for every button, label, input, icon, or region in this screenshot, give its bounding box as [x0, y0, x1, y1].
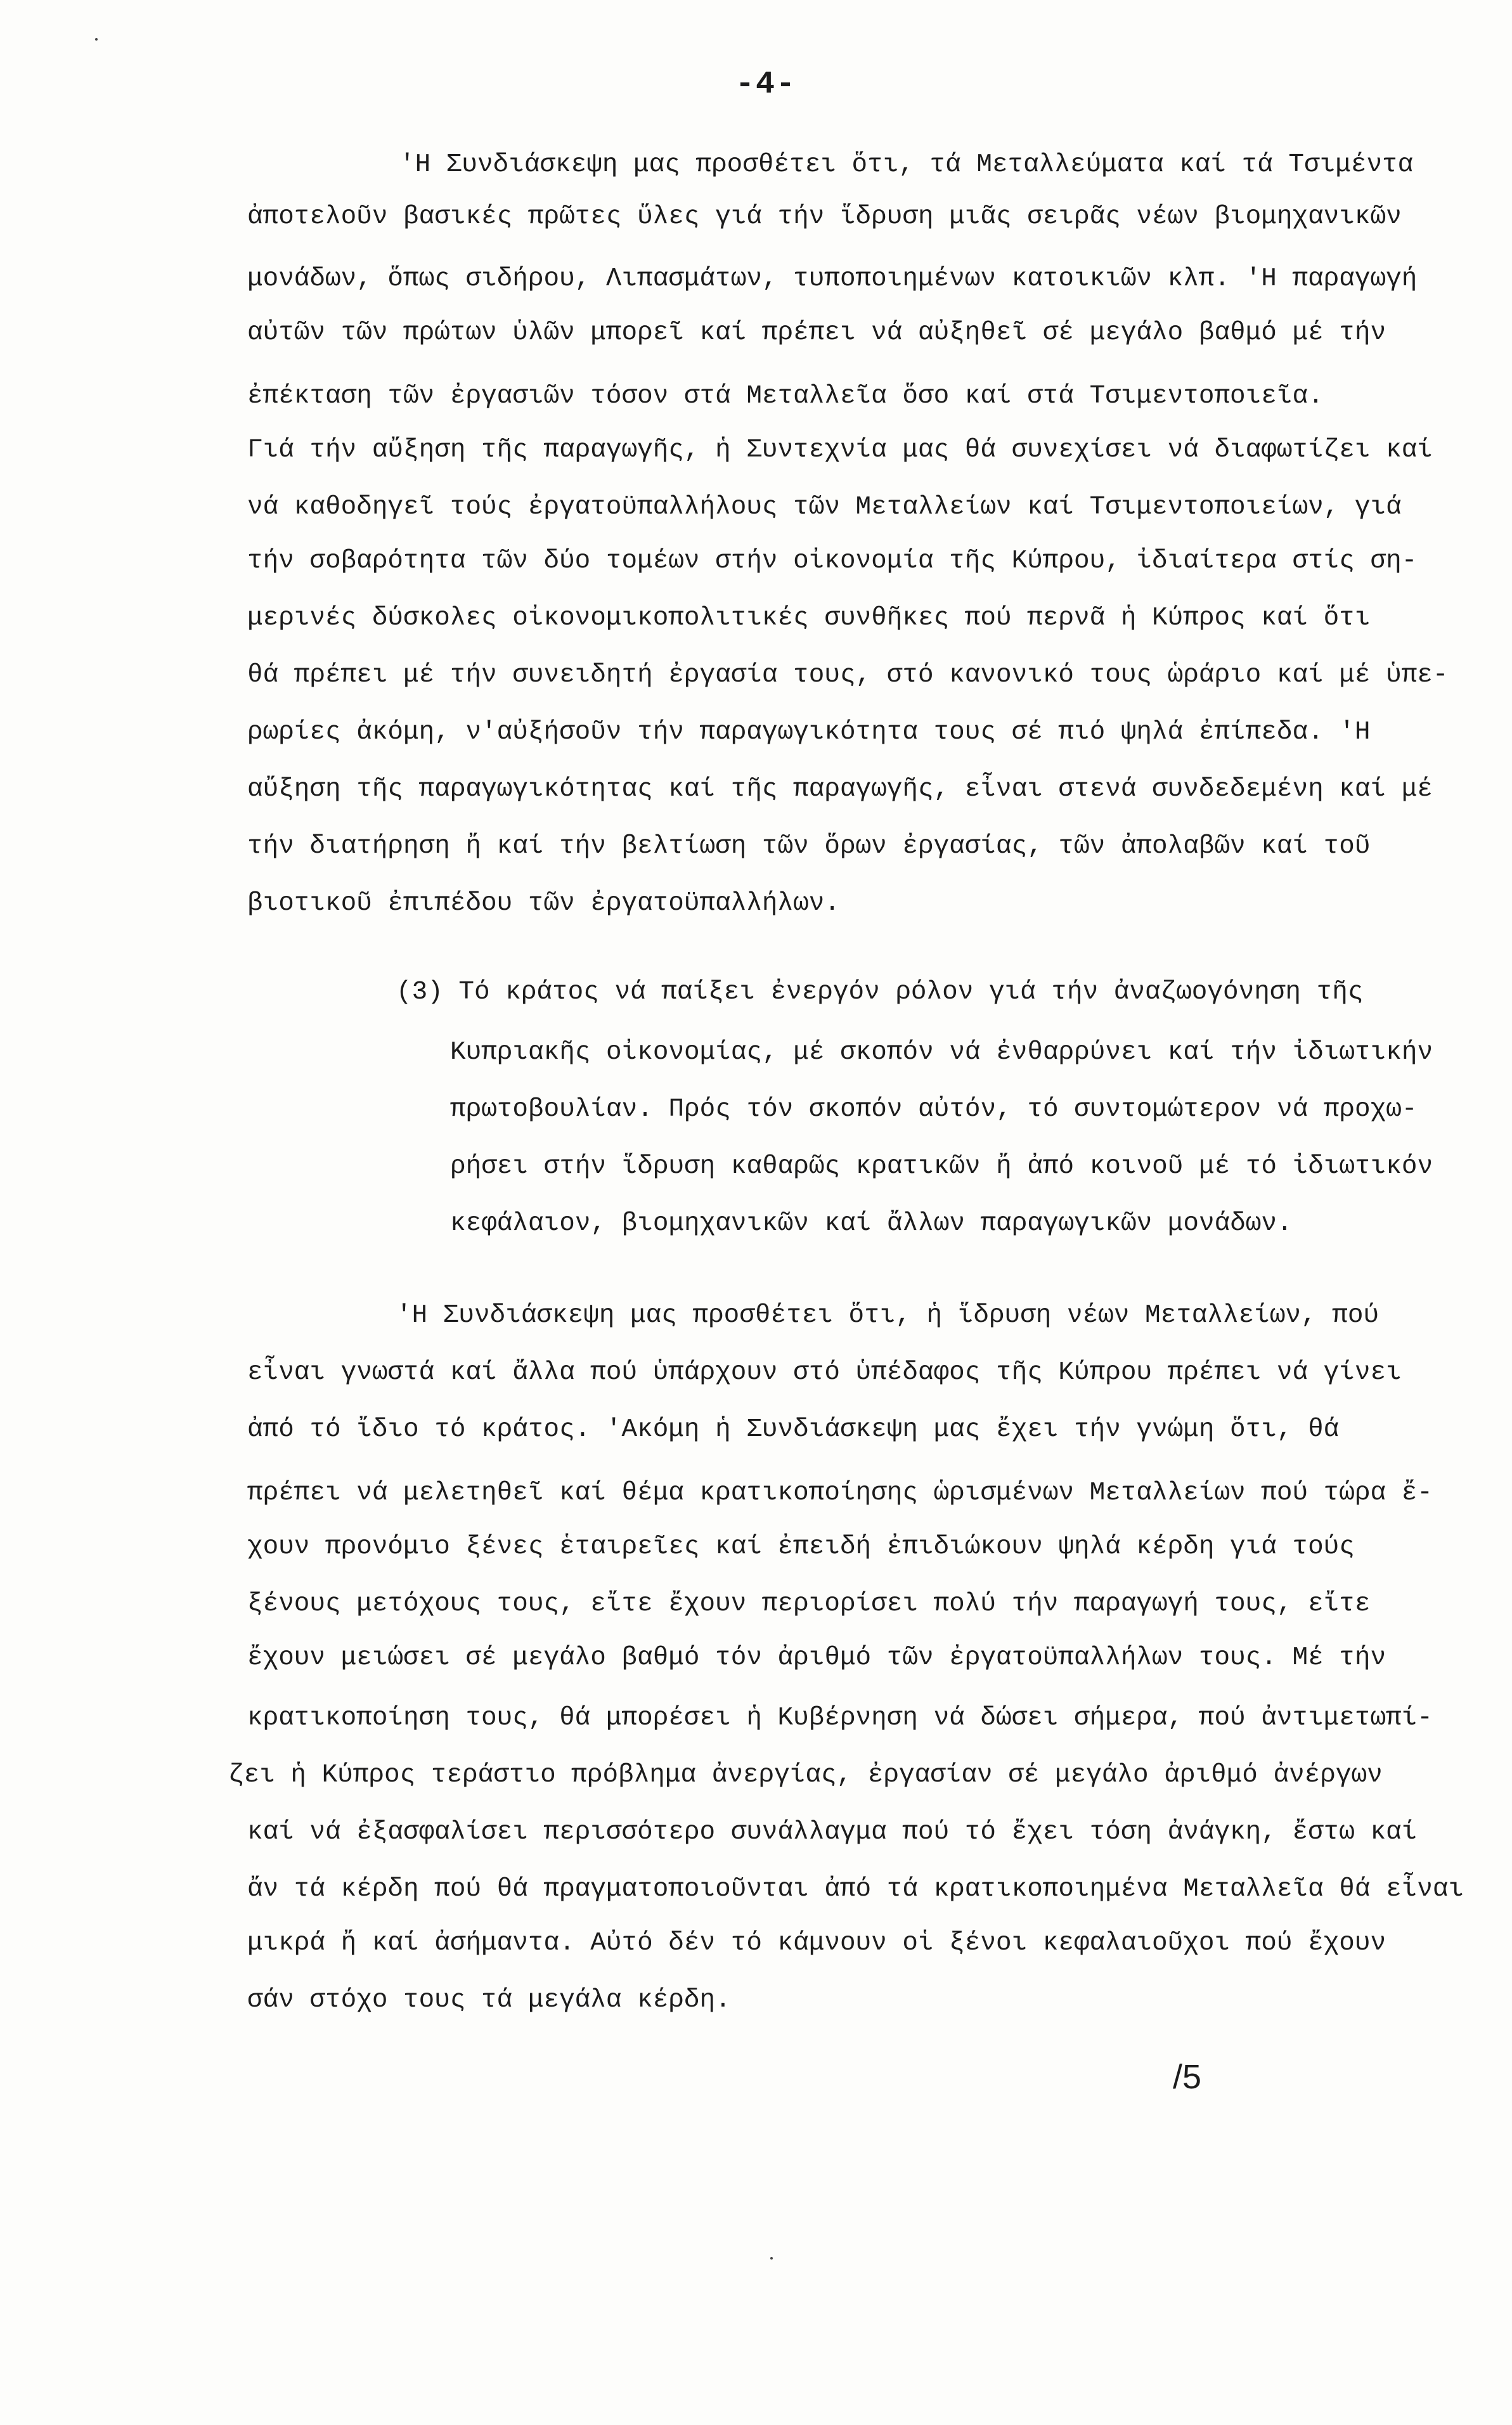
text-line: αὔξηση τῆς παραγωγικότητας καί τῆς παραγωγῆς, εἶναι στενά συνδεδεμένη καί μέ: [247, 775, 1433, 804]
text-line: εἶναι γνωστά καί ἄλλα πού ὑπάρχουν στό ὑπέδαφος τῆς Κύπρου πρέπει νά γίνει: [247, 1358, 1402, 1387]
page-number: -4-: [735, 67, 797, 103]
scan-speck: [770, 2257, 773, 2260]
text-line: ἄν τά κέρδη πού θά πραγματοποιοῦνται ἀπό τά κρατικοποιημένα Μεταλλεῖα θά εἶναι: [247, 1875, 1464, 1904]
text-line: ρήσει στήν ἵδρυση καθαρῶς κρατικῶν ἤ ἀπό κοινοῦ μέ τό ἰδιωτικόν: [450, 1152, 1433, 1181]
text-line: βιοτικοῦ ἐπιπέδου τῶν ἐργατοϋπαλλήλων.: [247, 889, 840, 918]
text-line: νά καθοδηγεῖ τούς ἐργατοϋπαλλήλους τῶν Μεταλλείων καί Τσιμεντοποιείων, γιά: [247, 493, 1402, 522]
text-line: πρωτοβουλίαν. Πρός τόν σκοπόν αὐτόν, τό συντομώτερον νά προχω-: [450, 1095, 1418, 1124]
text-line: θά πρέπει μέ τήν συνειδητή ἐργασία τους, στό κανονικό τους ὡράριο καί μέ ὑπε-: [247, 661, 1449, 690]
scan-speck: [95, 38, 98, 41]
text-line: ζει ἡ Κύπρος τεράστιο πρόβλημα ἀνεργίας, ἐργασίαν σέ μεγάλο ἀριθμό ἀνέργων: [228, 1761, 1383, 1790]
text-line: ρωρίες ἀκόμη, ν'αὐξήσοῦν τήν παραγωγικότητα τους σέ πιό ψηλά ἐπίπεδα. 'Η: [247, 718, 1371, 747]
text-line: μικρά ἤ καί ἀσήμαντα. Αὐτό δέν τό κάμνουν οἱ ξένοι κεφαλαιοῦχοι πού ἔχουν: [247, 1929, 1386, 1958]
text-line: ξένους μετόχους τους, εἴτε ἔχουν περιορίσει πολύ τήν παραγωγή τους, εἴτε: [247, 1589, 1371, 1619]
text-line: αὐτῶν τῶν πρώτων ὑλῶν μπορεῖ καί πρέπει νά αὐξηθεῖ σέ μεγάλο βαθμό μέ τήν: [247, 318, 1386, 347]
text-line: τήν διατήρηση ἤ καί τήν βελτίωση τῶν ὅρων ἐργασίας, τῶν ἀπολαβῶν καί τοῦ: [247, 832, 1371, 861]
text-line: χουν προνόμιο ξένες ἑταιρεῖες καί ἐπειδή ἐπιδιώκουν ψηλά κέρδη γιά τούς: [247, 1532, 1355, 1562]
text-line: κρατικοποίηση τους, θά μπορέσει ἡ Κυβέρνηση νά δώσει σήμερα, πού ἀντιμετωπί-: [247, 1704, 1433, 1733]
text-line: πρέπει νά μελετηθεῖ καί θέμα κρατικοποίησης ὡρισμένων Μεταλλείων πού τώρα ἔ-: [247, 1478, 1433, 1508]
text-line: σάν στόχο τους τά μεγάλα κέρδη.: [247, 1986, 731, 2015]
text-line: Κυπριακῆς οἰκονομίας, μέ σκοπόν νά ἐνθαρρύνει καί τήν ἰδιωτικήν: [450, 1038, 1433, 1067]
text-line: ἔχουν μειώσει σέ μεγάλο βαθμό τόν ἀριθμό τῶν ἐργατοϋπαλλήλων τους. Μέ τήν: [247, 1643, 1386, 1672]
text-line: Γιά τήν αὔξηση τῆς παραγωγῆς, ἡ Συντεχνία μας θά συνεχίσει νά διαφωτίζει καί: [247, 436, 1433, 465]
text-line: 'Η Συνδιάσκεψη μας προσθέτει ὅτι, ἡ ἵδρυση νέων Μεταλλείων, πού: [396, 1301, 1380, 1330]
text-line: καί νά ἐξασφαλίσει περισσότερο συνάλλαγμα πού τό ἔχει τόση ἀνάγκη, ἔστω καί: [247, 1818, 1418, 1847]
text-line: 'Η Συνδιάσκεψη μας προσθέτει ὅτι, τά Μεταλλεύματα καί τά Τσιμέντα: [399, 150, 1414, 179]
text-line: ἀπό τό ἴδιο τό κράτος. 'Ακόμη ἡ Συνδιάσκεψη μας ἔχει τήν γνώμη ὅτι, θά: [247, 1415, 1340, 1444]
continuation-marker: /5: [1173, 2058, 1202, 2096]
text-line: μονάδων, ὅπως σιδήρου, Λιπασμάτων, τυποποιημένων κατοικιῶν κλπ. 'Η παραγωγή: [247, 264, 1418, 294]
text-line: ἀποτελοῦν βασικές πρῶτες ὕλες γιά τήν ἵδρυση μιᾶς σειρᾶς νέων βιομηχανικῶν: [247, 202, 1402, 231]
text-line: τήν σοβαρότητα τῶν δύο τομέων στήν οἰκονομία τῆς Κύπρου, ἰδιαίτερα στίς ση-: [247, 546, 1418, 576]
text-line: κεφάλαιον, βιομηχανικῶν καί ἄλλων παραγωγικῶν μονάδων.: [450, 1209, 1293, 1238]
text-line: μερινές δύσκολες οἰκονομικοπολιτικές συνθῆκες πού περνᾶ ἡ Κύπρος καί ὅτι: [247, 604, 1371, 633]
text-line: ἐπέκταση τῶν ἐργασιῶν τόσον στά Μεταλλεῖα ὅσο καί στά Τσιμεντοποιεῖα.: [247, 382, 1324, 411]
text-line: (3) Τό κράτος νά παίξει ἐνεργόν ρόλον γιά τήν ἀναζωογόνηση τῆς: [396, 978, 1364, 1007]
